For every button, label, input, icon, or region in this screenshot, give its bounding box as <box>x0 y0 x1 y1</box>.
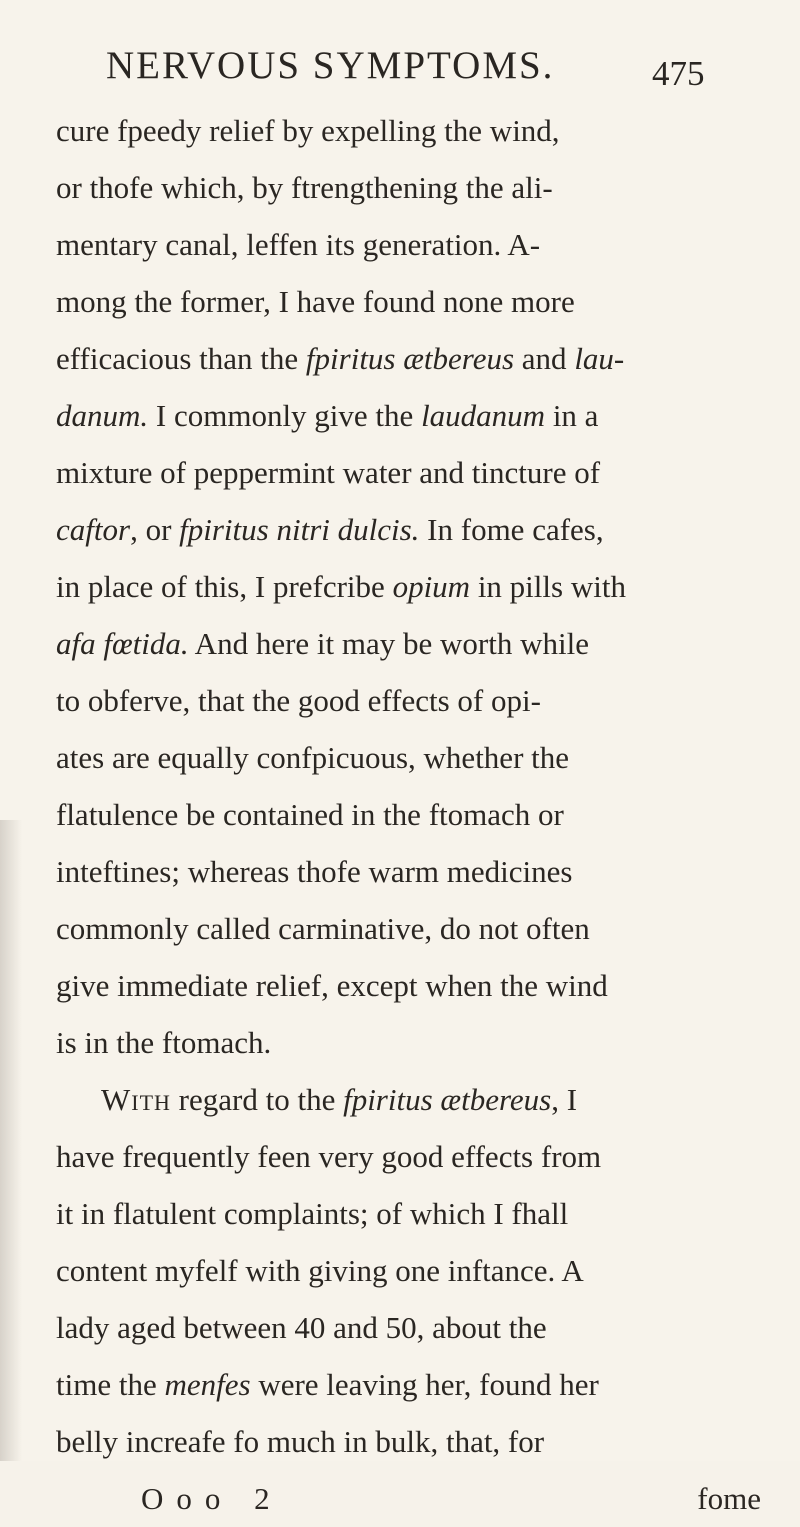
text-run: and <box>514 341 575 376</box>
text-run: I commonly give the <box>148 398 422 433</box>
text-line <box>56 330 761 387</box>
text-run: time the <box>56 1367 165 1402</box>
text-run: were leaving her, found her <box>250 1367 599 1402</box>
text-run: in pills with <box>470 569 626 604</box>
text-line <box>56 615 761 672</box>
latin-term: fpiritus ætbereus <box>343 1082 552 1117</box>
text-line: or thofe which, by ftrengthening the ali- <box>56 170 553 205</box>
text-run: , I <box>551 1082 578 1117</box>
text-line: mixture of peppermint water and tincture of <box>56 455 601 490</box>
text-run: In fome cafes, <box>419 512 604 547</box>
text-run: regard to the <box>170 1082 344 1117</box>
latin-term: fpiritus nitri dulcis. <box>179 512 420 547</box>
latin-term: danum. <box>56 398 149 433</box>
text-run: efficacious than the <box>56 341 306 376</box>
latin-term: afa fœtida. <box>56 626 189 661</box>
text-line: commonly called carminative, do not often <box>56 911 590 946</box>
text-line <box>56 387 761 444</box>
text-line: mentary canal, leffen its generation. A- <box>56 227 541 262</box>
paragraph-start-line <box>56 1071 761 1128</box>
latin-term: fpiritus ætbereus <box>305 341 515 376</box>
signature-mark: Ooo 2 <box>141 1481 283 1516</box>
text-line: cure fpeedy relief by expelling the wind, <box>56 113 560 148</box>
text-line: inteftines; whereas thofe warm medicines <box>56 854 573 889</box>
text-line: flatulence be contained in the ftomach or <box>56 797 564 832</box>
text-line: have frequently feen very good effects from <box>56 1139 602 1174</box>
catchword: fome <box>697 1481 761 1516</box>
text-run: in place of this, I prefcribe <box>56 569 393 604</box>
text-line: is in the ftomach. <box>56 1025 272 1060</box>
small-caps-word: With <box>101 1082 171 1117</box>
latin-term: lau- <box>574 341 625 376</box>
text-line <box>56 1356 761 1413</box>
text-line: it in flatulent complaints; of which I fhall <box>56 1196 569 1231</box>
text-run: And here it may be worth while <box>188 626 589 661</box>
body-text <box>56 102 761 1527</box>
text-line: ates are equally confpicuous, whether the <box>56 740 570 775</box>
running-head <box>106 42 706 102</box>
text-line: content myfelf with giving one inftance. A <box>56 1253 584 1288</box>
latin-term: caftor <box>56 512 131 547</box>
gutter-shadow <box>0 820 22 1461</box>
text-line: lady aged between 40 and 50, about the <box>56 1310 547 1345</box>
latin-term: opium <box>392 569 471 604</box>
text-line <box>56 558 761 615</box>
running-title: NERVOUS SYMPTOMS. <box>106 44 555 87</box>
text-line: give immediate relief, except when the wind <box>56 968 608 1003</box>
latin-term: menfes <box>164 1367 251 1402</box>
page-number: 475 <box>652 54 705 93</box>
text-line: to obferve, that the good effects of opi- <box>56 683 541 718</box>
page-footer <box>56 1470 761 1527</box>
text-line: belly increafe fo much in bulk, that, for <box>56 1424 545 1459</box>
text-line <box>56 501 761 558</box>
text-run: , or <box>130 512 180 547</box>
text-run: in a <box>545 398 599 433</box>
text-line: mong the former, I have found none more <box>56 284 575 319</box>
latin-term: laudanum <box>421 398 546 433</box>
